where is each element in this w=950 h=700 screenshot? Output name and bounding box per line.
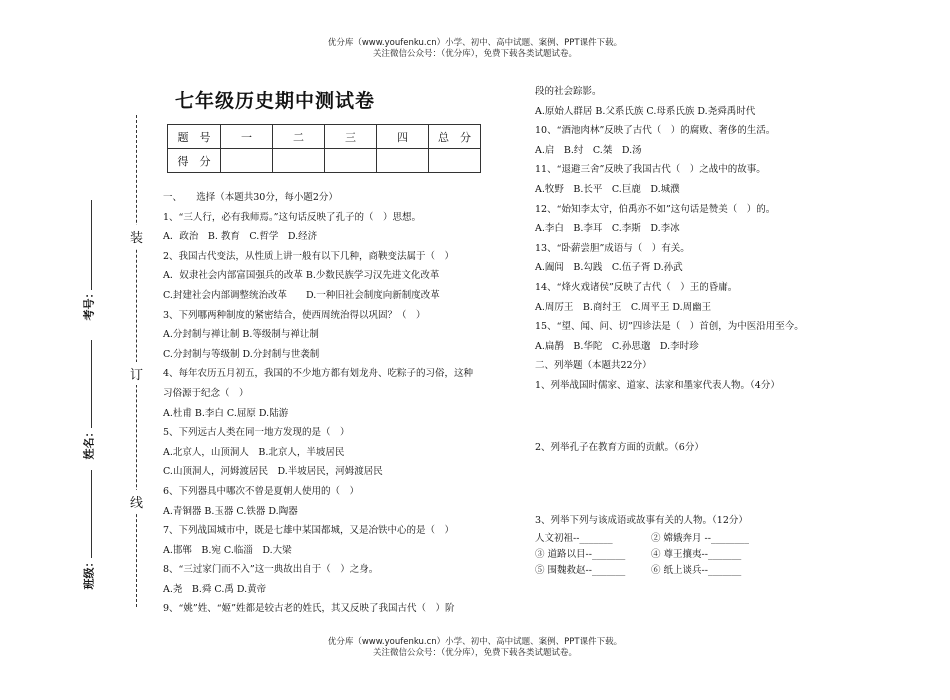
xingming-label: 姓名： <box>82 426 96 460</box>
binding-char-zhuang: 装 <box>130 225 143 248</box>
question-line: 12、“始知李太守，伯禹亦不如”这句话是赞美（ ）的。 <box>535 203 776 215</box>
idiom-item[interactable]: ③ 道路以目--_______ <box>535 548 626 560</box>
kaohao-blank-line[interactable] <box>91 200 92 290</box>
question-line: 5、下列远古人类在同一地方发现的是（ ） <box>163 427 350 439</box>
question-line: 13、“卧薪尝胆”成语与（ ）有关。 <box>535 242 690 254</box>
question-line: A.邯郸 B.宛 C.临淄 D.大梁 <box>163 544 292 556</box>
binding-char-xian: 线 <box>130 490 143 513</box>
banji-blank-line[interactable] <box>91 470 92 558</box>
score-cell: 得 分 <box>168 149 221 173</box>
side-label-xingming <box>81 427 97 460</box>
question-line: A.周厉王 B.商纣王 C.周平王 D.周幽王 <box>535 301 712 313</box>
question-line: 8、“三过家门而不入”这一典故出自于（ ）之身。 <box>163 564 379 576</box>
idiom-item[interactable]: ④ 尊王攘夷--_______ <box>651 548 742 560</box>
idiom-item[interactable]: ⑤ 围魏救赵--_______ <box>535 564 626 576</box>
question-line: A.扁鹊 B.华陀 C.孙思邈 D.李时珍 <box>535 340 699 352</box>
question-line: C.封建社会内部调整统治改革 D.一种旧社会制度向新制度改革 <box>163 289 440 301</box>
score-input-cell[interactable] <box>221 149 273 173</box>
question-line: 2、列举孔子在教育方面的贡献。（6分） <box>535 441 704 453</box>
idiom-row <box>535 531 804 547</box>
score-input-cell[interactable] <box>377 149 429 173</box>
page-footer <box>0 637 950 659</box>
question-line: A.北京人，山顶洞人 B.北京人，半坡居民 <box>163 446 345 458</box>
score-cell: 题 号 <box>168 125 221 149</box>
score-cell: 四 <box>377 125 429 149</box>
idiom-item[interactable]: ② 嫦娥奔月 --________ <box>651 532 749 544</box>
page-header <box>0 38 950 60</box>
question-line: A．奴隶社会内部富国强兵的改革 B.少数民族学习汉先进文化改革 <box>163 270 440 282</box>
question-line: 习俗源于纪念（ ） <box>163 387 249 399</box>
question-line: 二、列举题（本题共22分） <box>535 360 652 372</box>
score-cell: 二 <box>273 125 325 149</box>
footer-line-2: 关注微信公众号：（优分库），免费下载各类试题试卷。 <box>372 648 577 658</box>
question-line: A．政治 B. 教育 C.哲学 D.经济 <box>163 231 318 243</box>
xingming-blank-line[interactable] <box>91 340 92 428</box>
kaohao-label: 考号： <box>82 287 96 321</box>
right-column <box>535 82 804 579</box>
question-line: A.李白 B.李耳 C.李斯 D.李冰 <box>535 223 680 235</box>
header-line-2: 关注微信公众号：（优分库），免费下载各类试题试卷。 <box>372 49 577 59</box>
question-line: A.阖闾 B.勾践 C.伍子胥 D.孙武 <box>535 262 683 274</box>
question-line: A.青铜器 B.玉器 C.铁器 D.陶器 <box>163 505 298 517</box>
question-line: 4、每年农历五月初五，我国的不少地方都有划龙舟、吃粽子的习俗，这种 <box>163 368 474 380</box>
score-cell: 总 分 <box>429 125 481 149</box>
question-line: A.尧 B.舜 C.禹 D.黄帝 <box>163 583 267 595</box>
idiom-item[interactable]: 人文初祖--_______ <box>535 532 613 544</box>
question-line: 14、“烽火戏诸侯”反映了古代（ ）王的昏庸。 <box>535 281 738 293</box>
question-line: 9、“姚”姓、“姬”姓都是较古老的姓氏，其又反映了我国古代（ ）阶 <box>163 603 455 615</box>
question-line: A.杜甫 B.李白 C.屈原 D.陆游 <box>163 407 289 419</box>
header-line-1: 优分库（www.youfenku.cn）小学、初中、高中试题、案例、PPT课件下载。 <box>327 38 623 48</box>
side-label-kaohao <box>81 288 97 321</box>
idiom-row <box>535 547 804 563</box>
score-cell: 三 <box>325 125 377 149</box>
footer-line-1: 优分库（www.youfenku.cn）小学、初中、高中试题、案例、PPT课件下载。 <box>327 637 623 647</box>
question-line: 3、下列哪两种制度的紧密结合，使西周统治得以巩固？（ ） <box>163 309 426 321</box>
page-title: 七年级历史期中测试卷 <box>175 90 376 112</box>
question-line: 1、“三人行，必有我师焉。”这句话反映了孔子的（ ）思想。 <box>163 211 422 223</box>
score-table-header-row <box>168 125 481 149</box>
question-line: 6、下列器具中哪次不曾是夏朝人使用的（ ） <box>163 485 360 497</box>
score-table-score-row <box>168 149 481 173</box>
binding-char-ding: 订 <box>130 362 143 385</box>
question-line: 1、列举战国时儒家、道家、法家和墨家代表人物。（4分） <box>535 379 780 391</box>
score-input-cell[interactable] <box>325 149 377 173</box>
question-line: 一、 选择（本题共30分，每小题2分） <box>163 192 338 203</box>
answer-space[interactable] <box>535 396 804 438</box>
question-line: 3、列举下列与该成语或故事有关的人物。（12分） <box>535 515 748 527</box>
idiom-item[interactable]: ⑥ 纸上谈兵--_______ <box>651 564 742 576</box>
score-input-cell[interactable] <box>429 149 481 173</box>
left-column <box>163 188 473 619</box>
question-line: A.启 B.纣 C.桀 D.汤 <box>535 144 642 156</box>
answer-space[interactable] <box>535 457 804 511</box>
idiom-row <box>535 563 804 579</box>
score-cell: 一 <box>221 125 273 149</box>
question-line: 段的社会踪影。 <box>535 86 602 97</box>
question-line: 10、“酒池肉林”反映了古代（ ）的腐败、奢侈的生活。 <box>535 125 776 137</box>
question-line: 15、“望、闻、问、切”四诊法是（ ）首创，为中医沿用至今。 <box>535 321 804 333</box>
question-line: A.原始人群居 B.父系氏族 C.母系氏族 D.尧舜禹时代 <box>535 105 756 117</box>
binding-dashed-line <box>136 115 137 607</box>
score-input-cell[interactable] <box>273 149 325 173</box>
question-line: 11、“退避三舍”反映了我国古代（ ）之战中的故事。 <box>535 164 766 176</box>
question-line: C.山顶洞人，河姆渡居民 D.半坡居民，河姆渡居民 <box>163 466 383 478</box>
question-line: 7、下列战国城市中，既是七雄中某国都城，又是冶铁中心的是（ ） <box>163 525 455 537</box>
score-table <box>167 124 481 173</box>
side-label-banji <box>81 557 97 590</box>
banji-label: 班级： <box>82 556 96 590</box>
question-line: 2、我国古代变法，从性质上讲一般有以下几种，商鞅变法属于（ ） <box>163 250 455 262</box>
question-line: A.分封制与禅让制 B.等级制与禅让制 <box>163 329 319 341</box>
question-line: C.分封制与等级制 D.分封制与世袭制 <box>163 348 320 360</box>
question-line: A.牧野 B.长平 C.巨鹿 D.城濮 <box>535 183 680 195</box>
